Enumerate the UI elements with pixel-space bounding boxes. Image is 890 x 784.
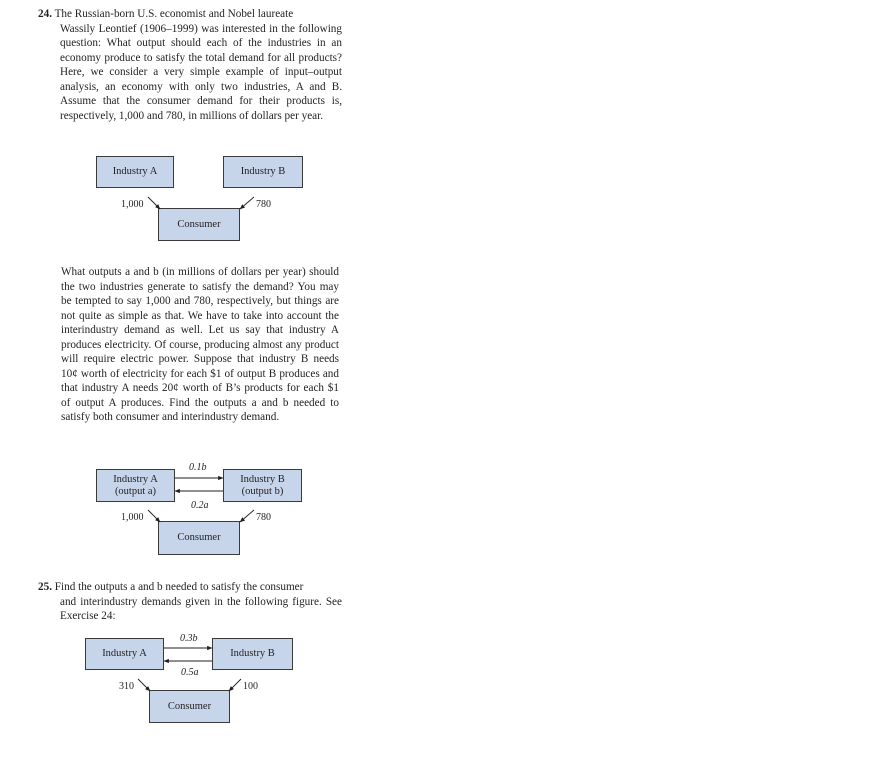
diagram3-arrow-b-to-consumer <box>229 679 241 691</box>
exercise-24-body: Wassily Leontief (1906–1999) was interested in the following question: What output should each of the industries in an economy produce to satisfy the total demand for all products? Here, we consider a very simple example of input–output analysis, an economy with only two industries, A and B. Assume that the consumer demand for their products is, respectively, 1,000 and 780, in millions of dollars per year. <box>60 22 342 122</box>
diagram1-demand-a-label: 1,000 <box>121 199 144 210</box>
diagram2-arrow-b-to-consumer <box>240 510 254 522</box>
diagram1-consumer-label: Consumer <box>177 218 221 230</box>
diagram1-industry-b-label: Industry B <box>240 166 286 177</box>
diagram1-demand-b-label: 780 <box>256 199 271 210</box>
diagram2-demand-b-label: 780 <box>256 512 271 523</box>
diagram2-industry-b-output: (output b) <box>241 485 284 497</box>
diagram2-arrow-a-to-consumer <box>148 510 160 522</box>
exercise-24-first-line: The Russian-born U.S. economist and Nobel laureate <box>54 8 294 20</box>
diagram2-industry-a-label: Industry A <box>113 473 158 485</box>
diagram3-consumer-label: Consumer <box>167 700 212 712</box>
diagram3-flow-b-to-a-label: 0.5a <box>181 667 199 678</box>
diagram2-industry-b-label: Industry B <box>240 473 285 485</box>
diagram2-demand-a-label: 1,000 <box>121 512 144 523</box>
diagram3-demand-a-label: 310 <box>119 681 134 692</box>
diagram1-arrow-a-to-consumer <box>148 197 160 209</box>
diagram3-arrow-a-to-consumer <box>138 679 150 691</box>
diagram3-industry-b-label: Industry B <box>230 648 275 659</box>
exercise-24-paragraph-2: What outputs a and b (in millions of dollars per year) should the two industries generate to satisfy the demand? You may be tempted to say 1,000 and 780, respectively, but things are not quite as simple as that. We have to take into account the interindustry demand as well. Let us say that industry A produces electricity. Of course, producing almost any product will require electric power. Suppose that industry B needs 10¢ worth of electricity for each $1 of output B produces and that industry A needs 20¢ worth of B’s products for each $1 of output A produces. Find the outputs a and b needed to satisfy both consumer and interindustry demand. <box>61 266 339 423</box>
diagram2-flow-b-to-a-label: 0.2a <box>191 500 209 511</box>
exercise-24-number: 24. <box>38 8 52 20</box>
diagram3-demand-b-label: 100 <box>243 681 258 692</box>
diagram1-industry-a-label: Industry A <box>112 166 158 177</box>
diagram2-industry-a-output: (output a) <box>114 485 157 497</box>
exercise-25-body: and interindustry demands given in the following figure. See Exercise 24: <box>60 595 342 622</box>
diagram3-flow-a-to-b-label: 0.3b <box>180 633 198 644</box>
diagram2-flow-a-to-b-label: 0.1b <box>189 462 207 473</box>
exercise-25-number: 25. <box>38 581 52 593</box>
exercise-25-first-line: Find the outputs a and b needed to satisfy the consumer <box>54 581 304 593</box>
diagram2-consumer-label: Consumer <box>177 532 221 543</box>
diagram1-arrow-b-to-consumer <box>240 197 254 209</box>
diagram3-industry-a-label: Industry A <box>102 648 147 659</box>
